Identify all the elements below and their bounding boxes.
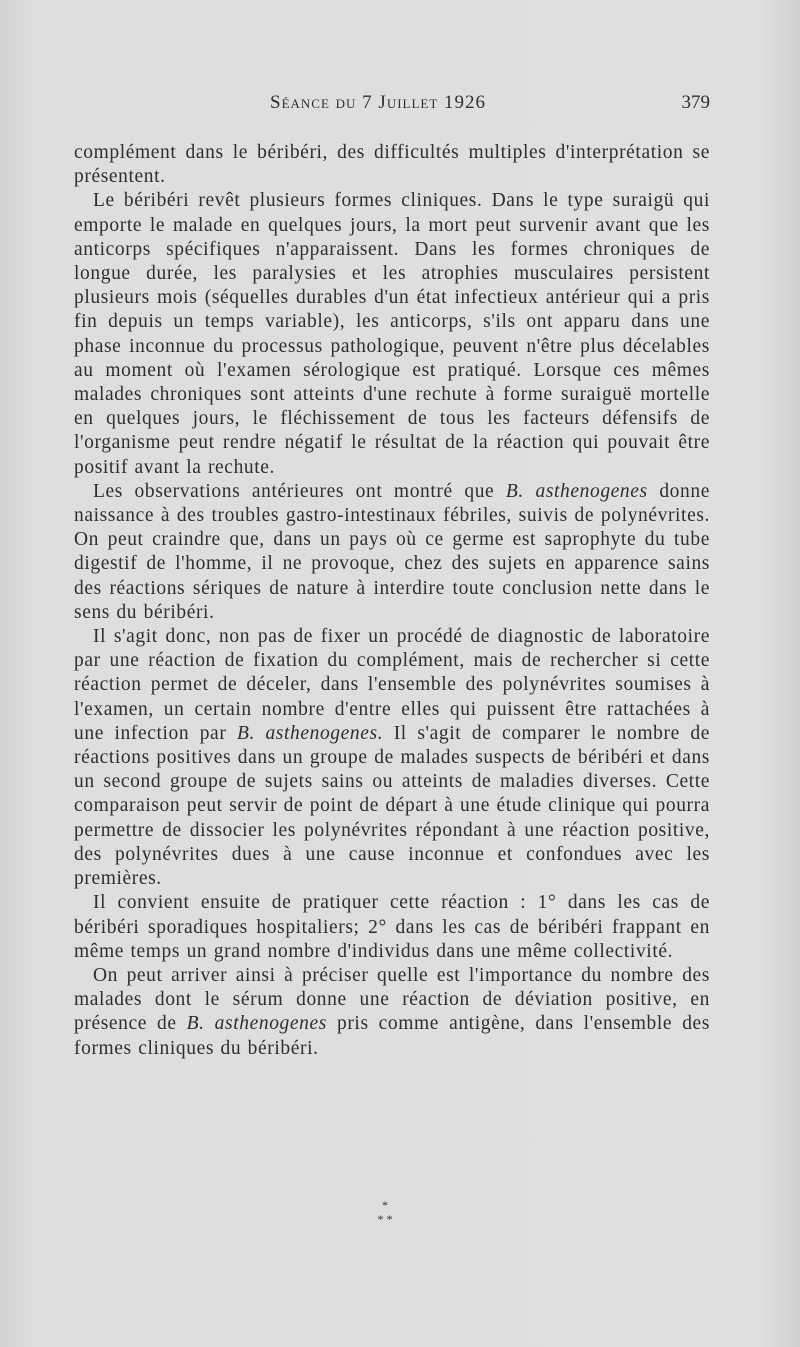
text-run: Il s'agit donc, non pas de fixer un procédé de diagnostic de laboratoire par une réaction de fixation du complément, mais de rechercher si cette réaction permet de déceler, dans l'ensemble des polynévrites soumises à l'examen, un certain nombre d'entre elles qui puissent être rattachées à une infection par — [74, 626, 710, 744]
text-run: Le béribéri revêt plusieurs formes cliniques. Dans le type suraigü qui emporte le malade en quelques jours, la mort peut survenir avant que les anticorps spécifiques n'apparaissent. Dans les formes chroniques de longue durée, les paralysies et les atrophies musculaires persistent plusieurs mois (séquelles durables d'un état infectieux antérieur qui a pris fin depuis un temps variable), les anticorps, s'ils ont apparu dans une phase inconnue du processus pathologique, peuvent n'être plus décelables au moment où l'examen sérologique est pratiqué. Lorsque ces mêmes malades chroniques sont atteints d'une rechute à forme suraiguë mortelle en quelques jours, le fléchissement de tous les facteurs défensifs de l'organisme peut rendre négatif le résultat de la réaction qui pouvait être positif avant la rechute. — [74, 190, 710, 478]
separator-top-star: * — [382, 1198, 388, 1212]
text-run: Il s'agit de comparer le nombre de réactions positives dans un groupe de malades suspects de béribéri et dans un second groupe de sujets sains ou atteints de maladies diverses. Cette comparaison peut servir de point de départ à une étude clinique qui pourra permettre de dissocier les polynévrites répondant à une réaction positive, des polynévrites dues à une cause inconnue et confondues avec les premières. — [74, 722, 710, 890]
text-run: Il convient ensuite de pratiquer cette réaction : 1° dans les cas de béribéri sporadiques hospitaliers; 2° dans les cas de béribéri frappant en même temps un grand nombre d'individus dans une même collectivité. — [74, 892, 710, 962]
paragraph — [74, 891, 710, 964]
text-run: donne naissance à des troubles gastro-intestinaux fébriles, suivis de polynévrites. On peut craindre que, dans un pays où ce germe est saprophyte du tube digestif de l'homme, il ne provoque, chez des sujets en apparence sains des réactions sériques de nature à interdire toute conclusion nette dans le sens du béribéri. — [74, 480, 710, 623]
separator-bottom-stars: * * — [377, 1212, 393, 1226]
running-header — [74, 92, 710, 120]
italic-run: B. asthenogenes. — [236, 722, 384, 744]
section-separator — [370, 1198, 400, 1226]
paragraph — [74, 480, 710, 625]
italic-run: B. asthenogenes — [505, 480, 648, 502]
page-number: 379 — [681, 92, 710, 113]
paragraph — [74, 625, 710, 891]
text-run: Les observations antérieures ont montré que — [93, 480, 506, 502]
text-run: On peut arriver ainsi à préciser quelle est l'importance du nombre des malades dont le sérum donne une réaction de déviation positive, en présence de — [74, 964, 710, 1035]
paragraph — [74, 141, 710, 189]
paragraph — [74, 189, 710, 479]
italic-run: B. asthenogenes — [186, 1013, 327, 1035]
text-run: pris comme antigène, dans l'ensemble des formes cliniques du béribéri. — [74, 1013, 710, 1059]
header-title: Séance du 7 Juillet 1926 — [270, 92, 487, 113]
paragraph — [74, 964, 710, 1061]
body-text — [74, 141, 710, 1061]
text-run: complément dans le béribéri, des difficultés multiples d'interprétation se présentent. — [74, 142, 710, 188]
